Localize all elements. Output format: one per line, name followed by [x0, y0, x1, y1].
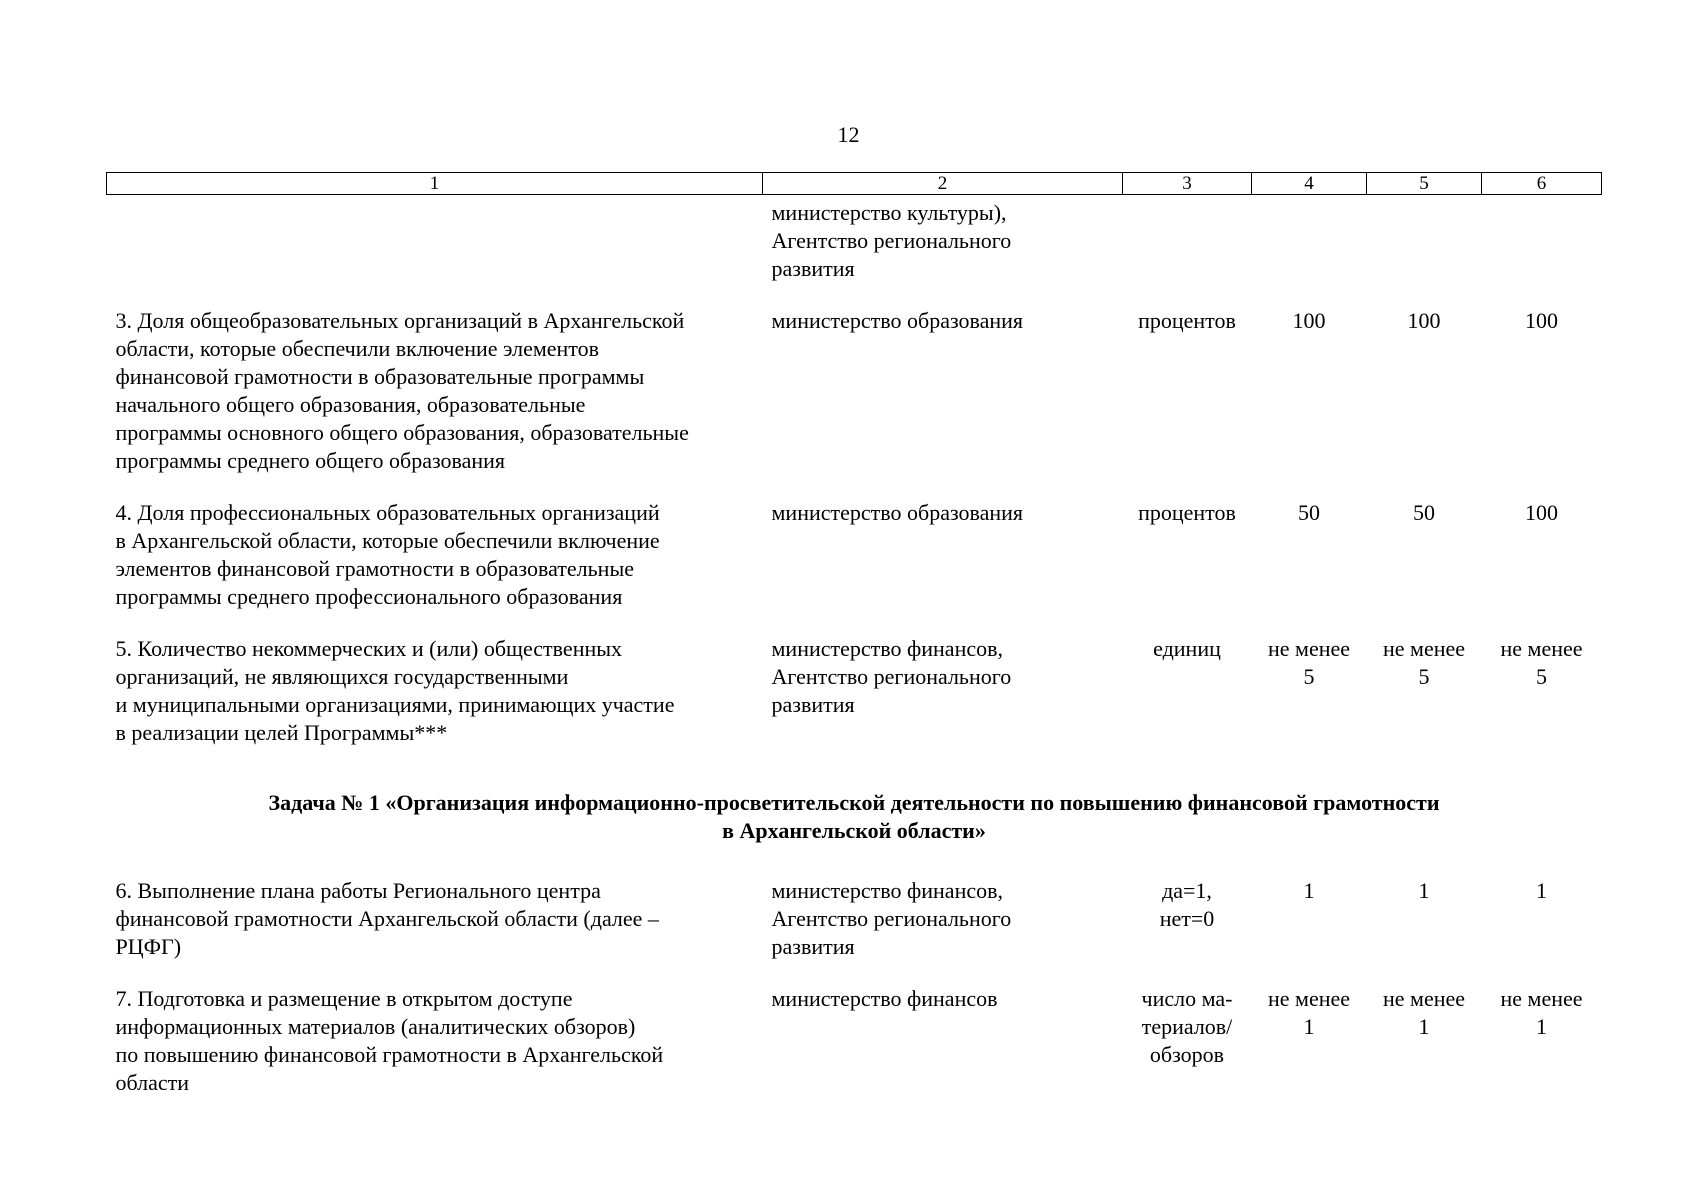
responsible-cell — [763, 873, 1123, 961]
cell-line: 5 — [1536, 664, 1547, 689]
cell-line: не менее — [1382, 986, 1466, 1011]
unit-cell — [1123, 283, 1252, 475]
responsible-cell — [763, 475, 1123, 611]
table-row — [107, 611, 1602, 747]
table-row — [107, 195, 1602, 284]
cell-line: 100 — [1407, 308, 1441, 333]
value-cell — [1252, 283, 1367, 475]
cell-line: 100 — [1525, 500, 1558, 525]
indicator-cell — [107, 195, 763, 284]
indicators-table — [106, 172, 1602, 1097]
cell-line: организаций, не являющихся государственными — [115, 664, 569, 689]
section-title — [107, 747, 1602, 873]
cell-line: информационных материалов (аналитических обзоров) — [115, 1014, 636, 1039]
value-cell — [1252, 961, 1367, 1097]
cell-line: число ма- — [1141, 986, 1233, 1011]
value-cell — [1252, 873, 1367, 961]
cell-line: развития — [771, 256, 855, 281]
cell-line: министерство финансов, — [771, 636, 1003, 661]
cell-line: области, которые обеспечили включение элементов — [115, 336, 600, 361]
cell-line: министерство культуры), — [771, 200, 1007, 225]
unit-cell — [1123, 961, 1252, 1097]
cell-line: 1 — [1303, 878, 1315, 903]
cell-line: развития — [771, 934, 855, 959]
cell-line: программы среднего общего образования — [115, 448, 506, 473]
cell-line: териалов/ — [1141, 1014, 1233, 1039]
value-cell — [1482, 961, 1602, 1097]
section-title-line: в Архангельской области» — [722, 818, 986, 843]
cell-line: министерство финансов — [771, 986, 998, 1011]
cell-line: финансовой грамотности в образовательные программы — [115, 364, 645, 389]
cell-line: не менее — [1267, 636, 1351, 661]
cell-line: 100 — [1292, 308, 1326, 333]
responsible-cell — [763, 611, 1123, 747]
section-heading-row — [107, 747, 1602, 873]
indicator-cell — [107, 283, 763, 475]
value-cell — [1252, 611, 1367, 747]
cell-line: 50 — [1413, 500, 1435, 525]
indicator-cell — [107, 611, 763, 747]
value-cell — [1482, 283, 1602, 475]
cell-line: 1 — [1303, 1014, 1315, 1039]
cell-line: 5. Количество некоммерческих и (или) общественных — [115, 636, 623, 661]
responsible-cell — [763, 195, 1123, 284]
cell-line: 5 — [1303, 664, 1315, 689]
cell-line: 3. Доля общеобразовательных организаций в Архангельской — [115, 308, 685, 333]
cell-line: министерство финансов, — [771, 878, 1003, 903]
unit-cell — [1123, 611, 1252, 747]
column-header: 3 — [1123, 173, 1252, 195]
cell-line: 4. Доля профессиональных образовательных организаций — [115, 500, 660, 525]
cell-line: программы среднего профессионального образования — [115, 584, 623, 609]
cell-line: и муниципальными организациями, принимающих участие — [115, 692, 675, 717]
value-cell — [1482, 873, 1602, 961]
column-header: 5 — [1367, 173, 1482, 195]
cell-line: процентов — [1138, 308, 1236, 333]
cell-line: 6. Выполнение плана работы Регионального центра — [115, 878, 601, 903]
cell-line: министерство образования — [771, 308, 1024, 333]
cell-line: нет=0 — [1159, 906, 1215, 931]
cell-line: 7. Подготовка и размещение в открытом доступе — [115, 986, 573, 1011]
value-cell — [1367, 475, 1482, 611]
cell-line: Агентство регионального — [771, 906, 1012, 931]
column-header: 2 — [763, 173, 1123, 195]
page-number: 12 — [837, 122, 860, 147]
table-row — [107, 961, 1602, 1097]
column-number-row — [107, 173, 1602, 195]
cell-line: в реализации целей Программы*** — [115, 720, 448, 745]
cell-line: финансовой грамотности Архангельской области (далее – — [115, 906, 659, 931]
value-cell — [1367, 961, 1482, 1097]
cell-line: области — [115, 1070, 190, 1095]
unit-cell — [1123, 475, 1252, 611]
cell-line: Агентство регионального — [771, 664, 1012, 689]
indicator-cell — [107, 873, 763, 961]
cell-line: не менее — [1267, 986, 1351, 1011]
cell-line: да=1, — [1162, 878, 1212, 903]
unit-cell — [1123, 873, 1252, 961]
cell-line: элементов финансовой грамотности в образовательные — [115, 556, 634, 581]
column-header: 4 — [1252, 173, 1367, 195]
cell-line: процентов — [1138, 500, 1236, 525]
cell-line: 1 — [1536, 1014, 1547, 1039]
value-cell — [1482, 611, 1602, 747]
cell-line: 1 — [1418, 1014, 1430, 1039]
cell-line: 100 — [1525, 308, 1558, 333]
cell-line: не менее — [1500, 986, 1583, 1011]
table-row — [107, 475, 1602, 611]
cell-line: не менее — [1382, 636, 1466, 661]
cell-line: 1 — [1536, 878, 1547, 903]
cell-line: начального общего образования, образовательные — [115, 392, 586, 417]
cell-line: обзоров — [1149, 1042, 1225, 1067]
cell-line: в Архангельской области, которые обеспечили включение — [115, 528, 660, 553]
value-cell — [1367, 873, 1482, 961]
section-title-line: Задача № 1 «Организация информационно-просветительской деятельности по повышению финансовой грамотности — [268, 790, 1440, 815]
value-cell — [1367, 611, 1482, 747]
cell-line: развития — [771, 692, 855, 717]
table-row — [107, 873, 1602, 961]
column-header: 1 — [107, 173, 763, 195]
responsible-cell — [763, 283, 1123, 475]
cell-line: не менее — [1500, 636, 1583, 661]
value-cell — [1482, 475, 1602, 611]
indicator-cell — [107, 475, 763, 611]
cell-line: по повышению финансовой грамотности в Архангельской — [115, 1042, 664, 1067]
cell-line: Агентство регионального — [771, 228, 1012, 253]
cell-line: 50 — [1298, 500, 1320, 525]
value-cell — [1367, 283, 1482, 475]
cell-line: 1 — [1418, 878, 1430, 903]
cell-line: 5 — [1418, 664, 1430, 689]
value-cell — [1252, 475, 1367, 611]
cell-line: министерство образования — [771, 500, 1024, 525]
table-row — [107, 283, 1602, 475]
cell-line: единиц — [1153, 636, 1221, 661]
cell-line: РЦФГ) — [115, 934, 182, 959]
column-header: 6 — [1482, 173, 1602, 195]
responsible-cell — [763, 961, 1123, 1097]
indicator-cell — [107, 961, 763, 1097]
cell-line: программы основного общего образования, образовательные — [115, 420, 689, 445]
